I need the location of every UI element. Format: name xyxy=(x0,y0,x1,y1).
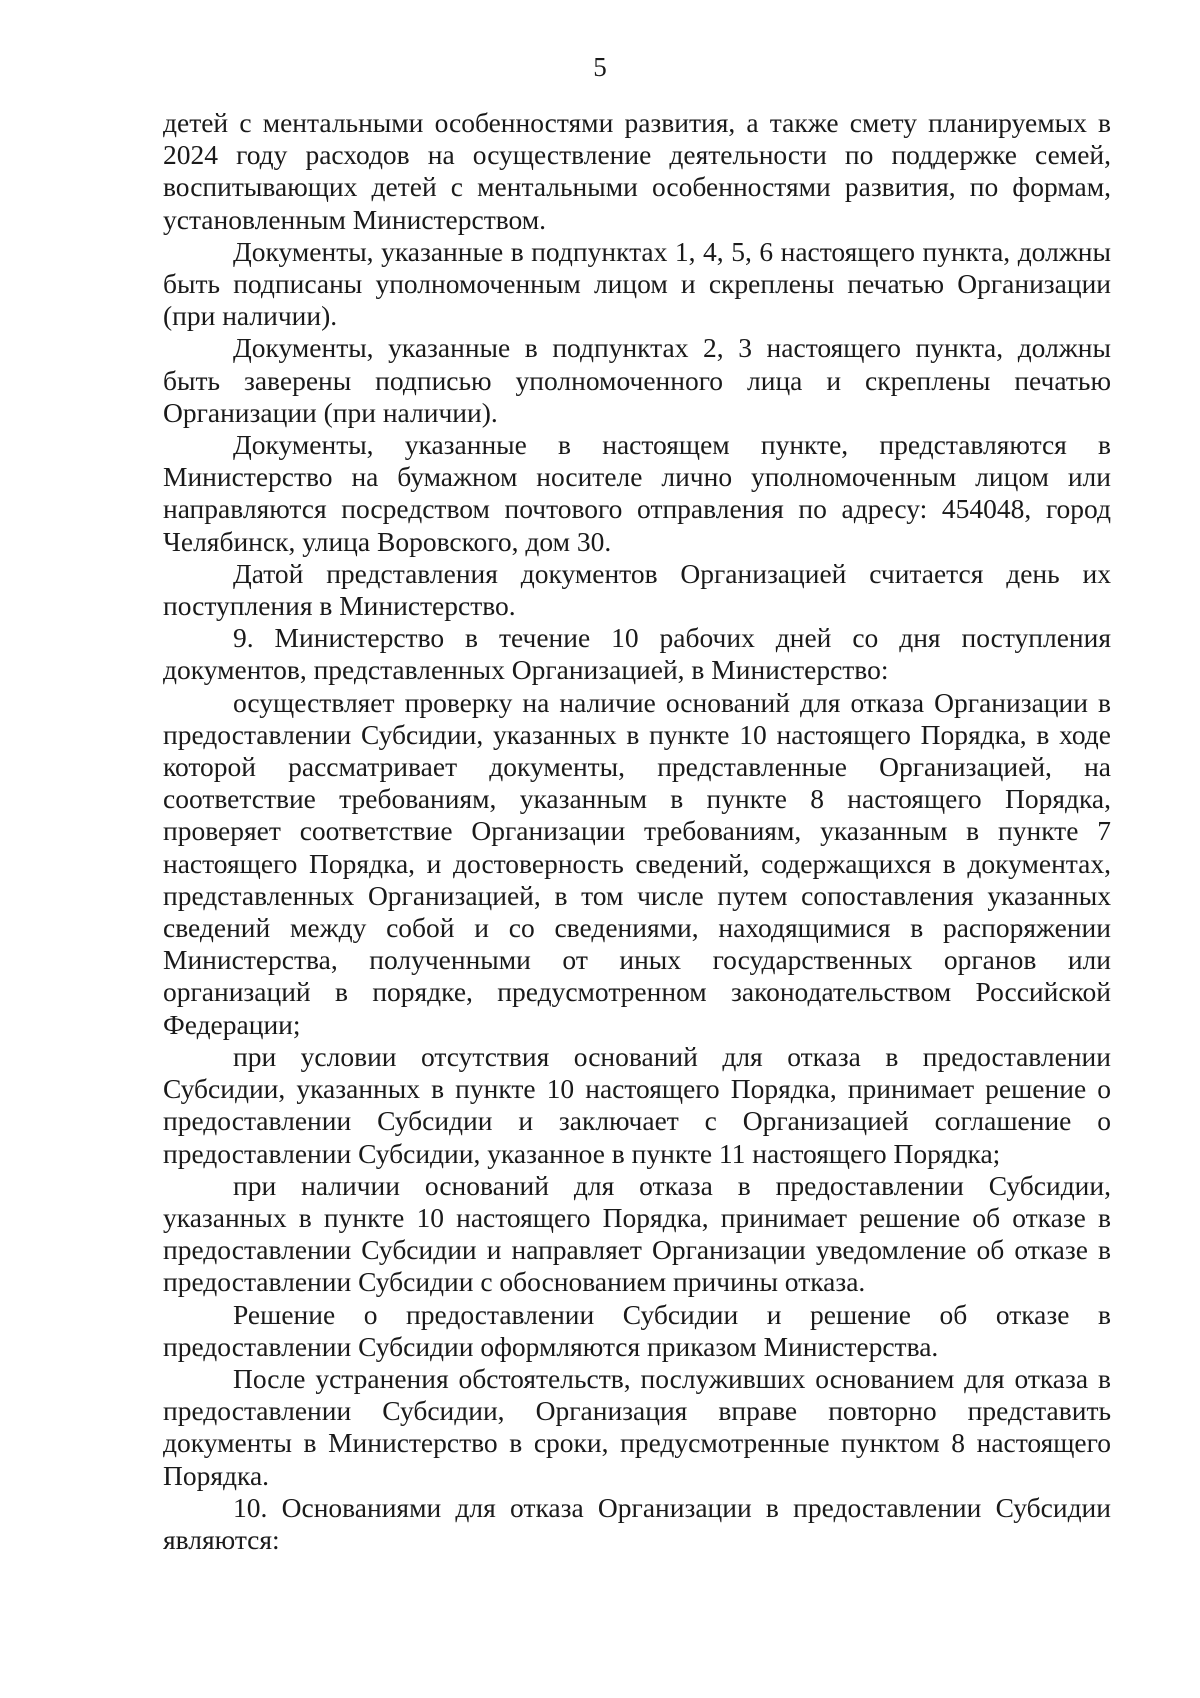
paragraph-approval: при условии отсутствия оснований для отказа в предоставлении Субсидии, указанных в пункте 10 настоящего Порядка, принимает решение о предоставлении Субсидии и заключает с Организацией соглашение о предоставлении Субсидии, указанное в пункте 11 настоящего Порядка; xyxy=(163,1040,1111,1169)
paragraph-signature-requirement: Документы, указанные в подпунктах 1, 4, 5, 6 настоящего пункта, должны быть подписаны уполномоченным лицом и скреплены печатью Организации (при наличии). xyxy=(163,235,1111,332)
paragraph-submission-date: Датой представления документов Организацией считается день их поступления в Министерство. xyxy=(163,557,1111,622)
paragraph-resubmission: После устранения обстоятельств, послуживших основанием для отказа в предоставлении Субсидии, Организация вправе повторно представить документы в Министерство в сроки, предусмотренные пунктом 8 настоящего Порядка. xyxy=(163,1362,1111,1491)
paragraph-item-9: 9. Министерство в течение 10 рабочих дней со дня поступления документов, представленных Организацией, в Министерство: xyxy=(163,622,1111,686)
paragraph-decision-order: Решение о предоставлении Субсидии и решение об отказе в предоставлении Субсидии оформляются приказом Министерства. xyxy=(163,1298,1111,1362)
paragraph-submission-address: Документы, указанные в настоящем пункте, представляются в Министерство на бумажном носителе лично уполномоченным лицом или направляются посредством почтового отправления по адресу: 454048, город Челябинск, улица Воровского, дом 30. xyxy=(163,429,1111,557)
paragraph-continuation: детей с ментальными особенностями развития, а также смету планируемых в 2024 году расходов на осуществление деятельности по поддержке семей, воспитывающих детей с ментальными особенностями развития, по формам, установленным Министерством. xyxy=(163,107,1111,235)
paragraph-certification-requirement: Документы, указанные в подпунктах 2, 3 настоящего пункта, должны быть заверены подписью уполномоченного лица и скреплены печатью Организации (при наличии). xyxy=(163,332,1111,428)
document-body xyxy=(163,107,1111,1556)
page-number: 5 xyxy=(593,52,607,82)
paragraph-refusal: при наличии оснований для отказа в предоставлении Субсидии, указанных в пункте 10 настоящего Порядка, принимает решение об отказе в предоставлении Субсидии и направляет Организации уведомление об отказе в предоставлении Субсидии с обоснованием причины отказа. xyxy=(163,1169,1111,1298)
paragraph-verification: осуществляет проверку на наличие оснований для отказа Организации в предоставлении Субсидии, указанных в пункте 10 настоящего Порядка, в ходе которой рассматривает документы, представленные Организацией, на соответствие требованиям, указанным в пункте 8 настоящего Порядка, проверяет соответствие Организации требованиям, указанным в пункте 7 настоящего Порядка, и достоверность сведений, содержащихся в документах, представленных Организацией, в том числе путем сопоставления указанных сведений между собой и со сведениями, находящимися в распоряжении Министерства, полученными от иных государственных органов или организаций в порядке, предусмотренном законодательством Российской Федерации; xyxy=(163,686,1111,1040)
paragraph-item-10: 10. Основаниями для отказа Организации в предоставлении Субсидии являются: xyxy=(163,1491,1111,1555)
